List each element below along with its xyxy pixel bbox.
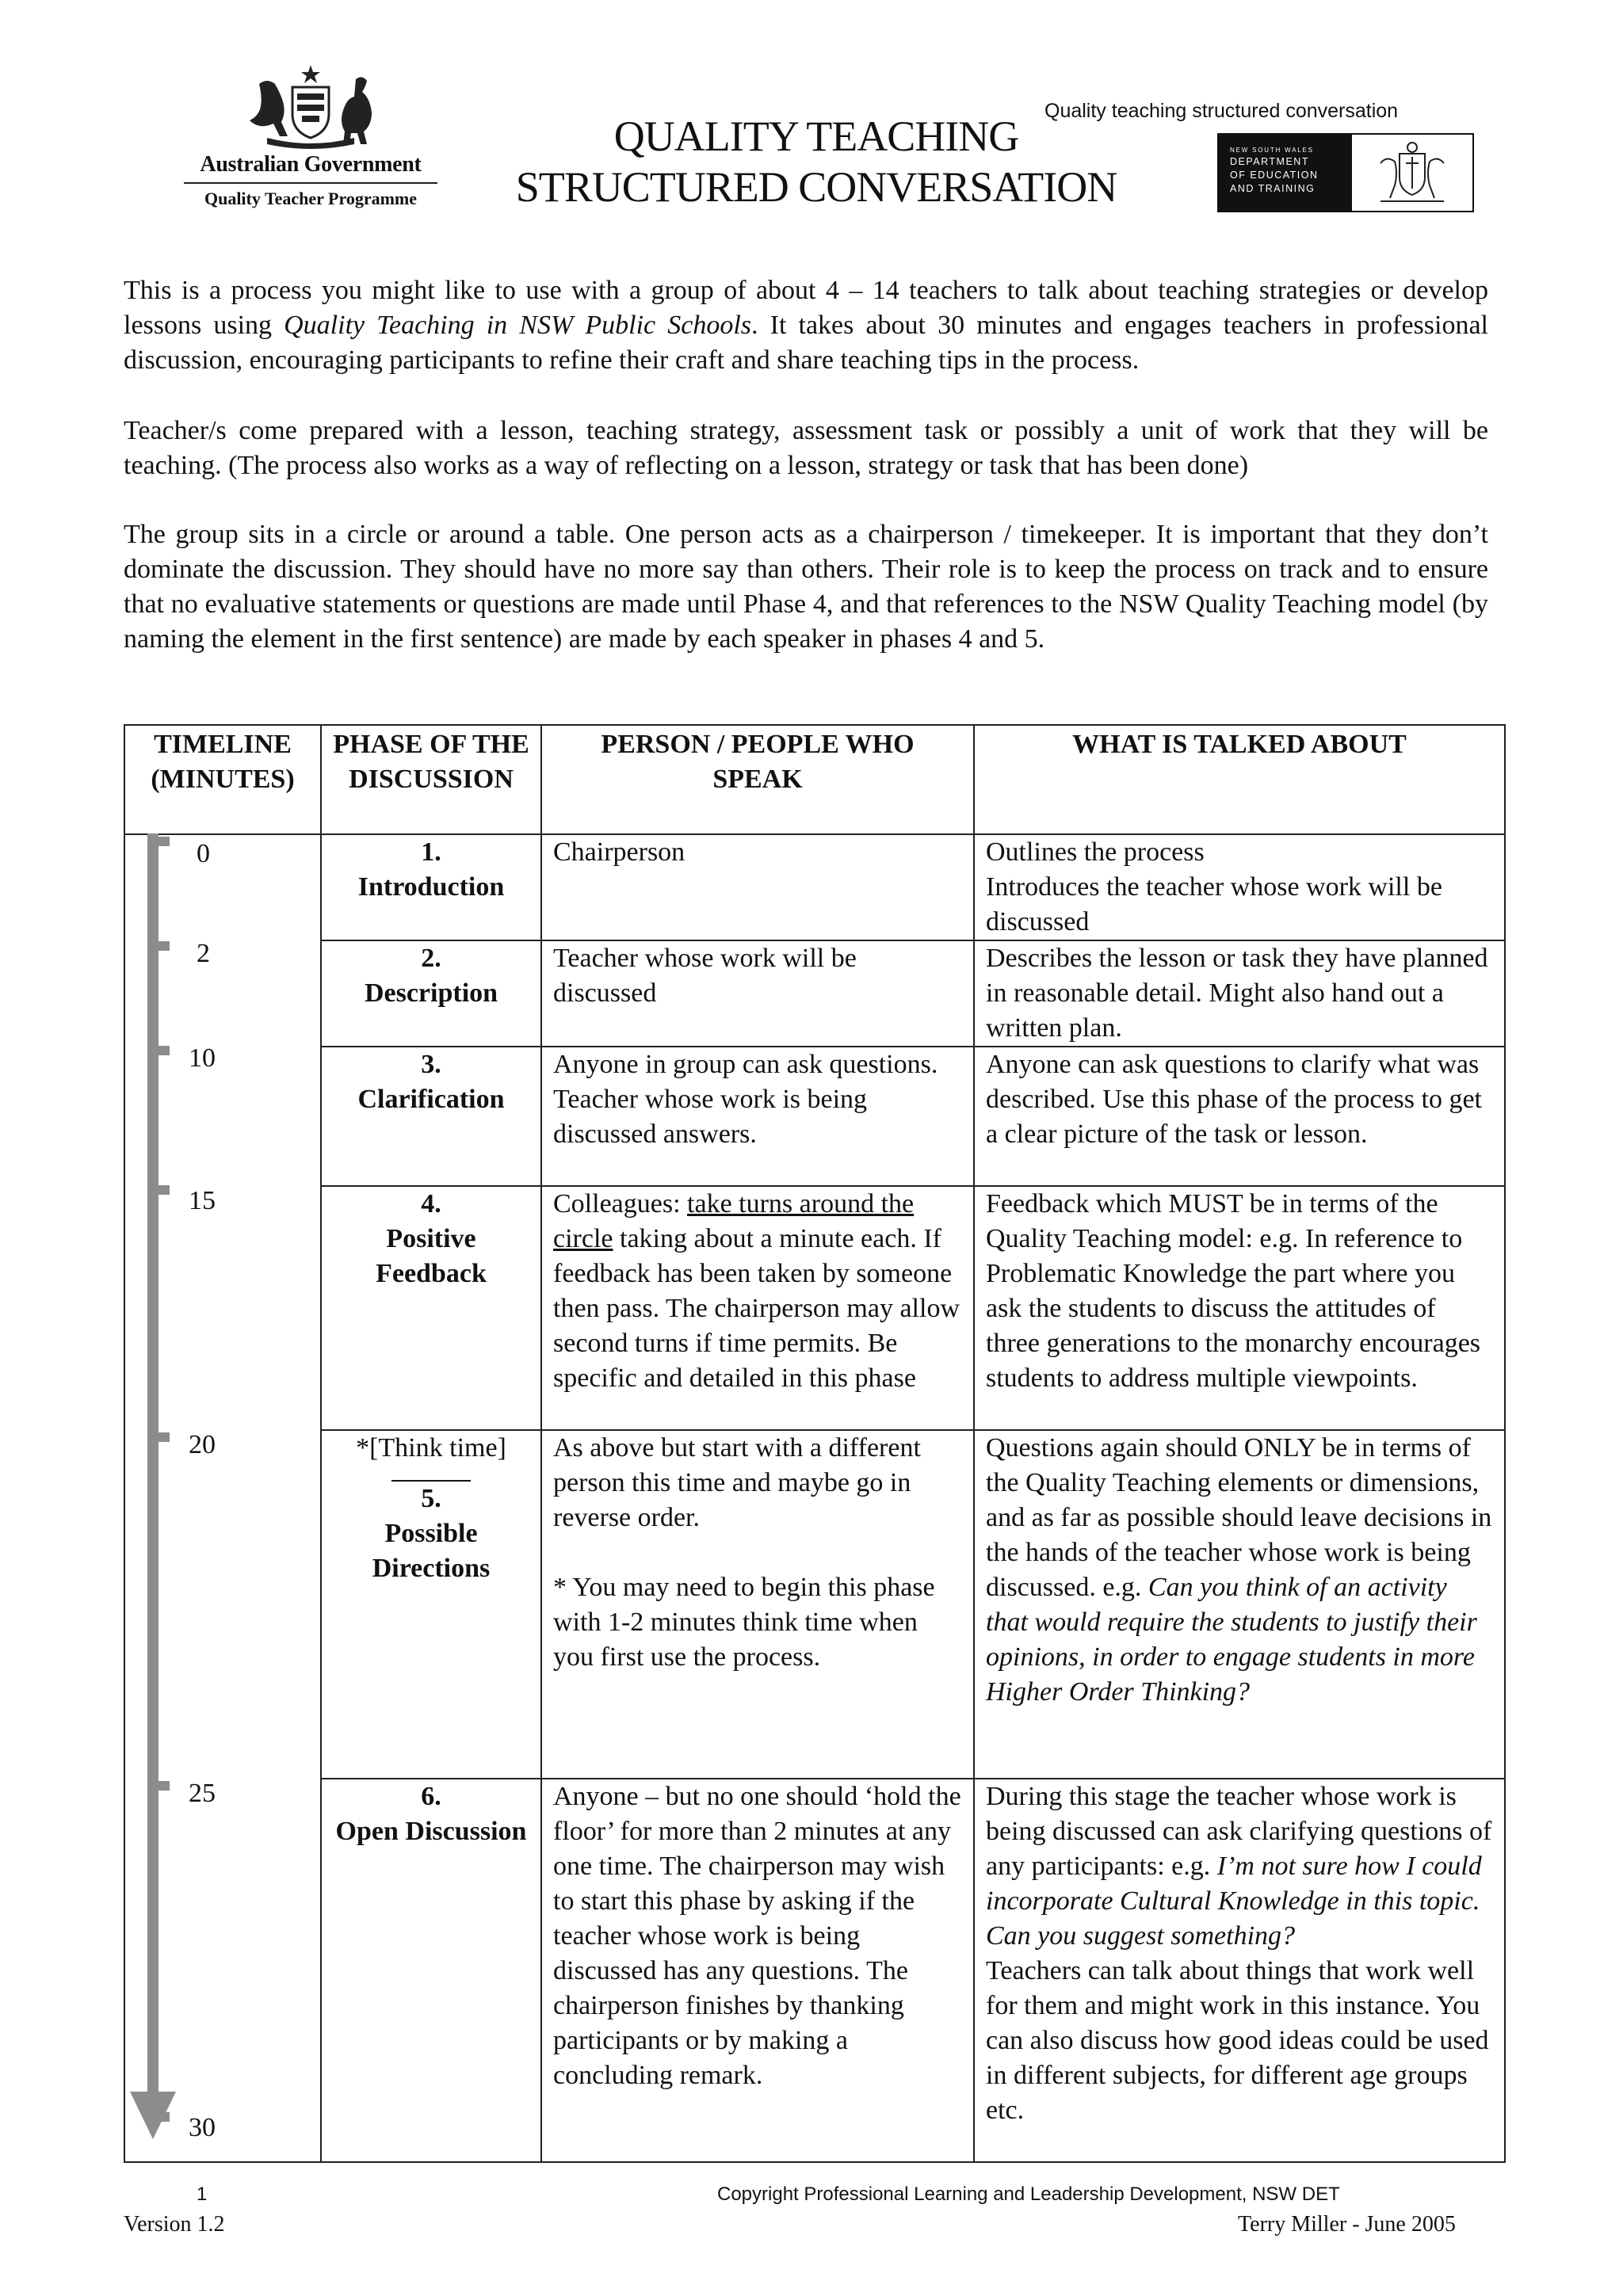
phase-cell (321, 940, 541, 1047)
phase-cell (321, 1779, 541, 2162)
talk-cell: Anyone can ask questions to clarify what was described. Use this phase of the process to get a clear picture of the task or lesson. (974, 1047, 1505, 1186)
speaker-cell: Teacher whose work will be discussed (541, 940, 974, 1047)
phase-name: Introduction (357, 872, 505, 902)
nsw-det-logo (1217, 133, 1474, 212)
header-phase: PHASE OF THE DISCUSSION (321, 725, 541, 834)
header-speaker: PERSON / PEOPLE WHO SPEAK (541, 725, 974, 834)
talk-cell: Feedback which MUST be in terms of the Quality Teaching model: e.g. In reference to Problematic Knowledge the part where you ask the students to discuss the attitudes of three generations to the monarchy encourages students to address multiple viewpoints. (974, 1186, 1505, 1430)
intro-p1-start: This is a process you might like to use with a group of about 4 – 14 teachers to talk about teaching strategies or develop lessons using (124, 276, 1488, 340)
australian-government-logo (176, 62, 445, 228)
timeline-cell (124, 1779, 321, 2162)
table-row (124, 940, 1505, 1047)
phase-cell (321, 834, 541, 940)
page-title (491, 111, 1141, 212)
talk-start: Questions again should ONLY be in terms of the Quality Teaching elements or dimensions, and as far as possible should leave decisions in the hands of the teacher whose work is being discussed. e.g. (986, 1433, 1492, 1602)
speaker-text-1: As above but start with a different person this time and maybe go in reverse order. (553, 1433, 921, 1532)
intro-p1-end: . It takes about 30 minutes and engages teachers in professional discussion, encouraging participants to refine their craft and share teaching tips in the process. (124, 311, 1488, 375)
logo-divider (184, 182, 437, 184)
timeline-mark: 2 (197, 939, 210, 968)
timeline-mark: 25 (189, 1779, 216, 1808)
intro-p1-italic: Quality Teaching in NSW Public Schools (284, 311, 752, 340)
det-line-3: OF EDUCATION (1230, 170, 1319, 181)
speaker-cell: Chairperson (541, 834, 974, 940)
phase-number: 5. (421, 1484, 441, 1513)
nsw-crest (1352, 135, 1472, 211)
phase-name: Clarification (357, 1085, 505, 1114)
phase-number: 1. (421, 837, 441, 867)
talk-cell (974, 1430, 1505, 1779)
timeline-mark: 0 (197, 839, 210, 868)
footer-version: Version 1.2 (124, 2212, 225, 2237)
timeline-mark: 30 (189, 2113, 216, 2142)
timeline-mark: 20 (189, 1430, 216, 1459)
talk-cell (974, 1779, 1505, 2162)
talk-end: Teachers can talk about things that work well for them and might work in this instance. You can also discuss how good ideas could be used in different subjects, for different age groups etc. (986, 1956, 1489, 2125)
timeline-cell (124, 1186, 321, 1430)
timeline-cell (124, 1430, 321, 1779)
page-number: 1 (197, 2183, 208, 2205)
table-row (124, 1779, 1505, 2162)
det-logo-text (1219, 135, 1352, 211)
phase-name: Possible Directions (372, 1519, 491, 1583)
talk-start: During this stage the teacher whose work is being discussed can ask clarifying questions of any participants: e.g. (986, 1782, 1492, 1881)
timeline-cell (124, 940, 321, 1047)
footer-author: Terry Miller - June 2005 (1238, 2212, 1456, 2237)
intro-paragraph-3: The group sits in a circle or around a table. One person acts as a chairperson / timekeeper. It is important that they don’t dominate the discussion. They should have no more say than others. Their role is to keep the process on track and to ensure that no evaluative statements or questions are made until Phase 4, and that references to the NSW Quality Teaching model (by naming the element in the first sentence) are made by each speaker in phases 4 and 5. (124, 520, 1488, 654)
timeline-cell (124, 1047, 321, 1186)
nsw-crest-icon (1365, 139, 1460, 206)
phase-name: Description (364, 978, 498, 1008)
phase-number: 2. (421, 944, 441, 973)
phase-cell (321, 1430, 541, 1779)
table-row (124, 1047, 1505, 1186)
think-time-label: *[Think time] (356, 1433, 506, 1463)
speaker-cell (541, 1430, 974, 1779)
table-header-row (124, 725, 1505, 834)
table-row (124, 834, 1505, 940)
intro-paragraph-2: Teacher/s come prepared with a lesson, teaching strategy, assessment task or possibly a unit of work that they will be teaching. (The process also works as a way of reflecting on a lesson, strategy or task that has been done) (124, 416, 1488, 480)
phase-cell (321, 1186, 541, 1430)
phase-name: Positive Feedback (376, 1224, 487, 1288)
header-tag: Quality teaching structured conversation (1044, 100, 1399, 122)
header-timeline: TIMELINE (MINUTES) (124, 725, 321, 834)
talk-italic: Can you think of an activity that would require the students to justify their opinions, in order to engage students in more Higher Order Thinking? (986, 1573, 1477, 1707)
speaker-text-2: * You may need to begin this phase with 1-2 minutes think time when you first use the process. (553, 1573, 935, 1672)
phase-number: 4. (421, 1189, 441, 1219)
talk-italic: I’m not sure how I could incorporate Cultural Knowledge in this topic. Can you suggest something? (986, 1852, 1482, 1951)
phase-number: 3. (421, 1050, 441, 1079)
timeline-cell (124, 834, 321, 940)
header-talk: WHAT IS TALKED ABOUT (974, 725, 1505, 834)
speaker-cell (541, 1186, 974, 1430)
timeline-mark: 15 (189, 1186, 216, 1215)
table-row (124, 1186, 1505, 1430)
talk-cell: Describes the lesson or task they have planned in reasonable detail. Might also hand out a written plan. (974, 940, 1505, 1047)
speaker-end: taking about a minute each. If feedback has been taken by someone then pass. The chairperson may allow second turns if time permits. Be specific and detailed in this phase (553, 1224, 960, 1393)
coat-of-arms-icon (220, 62, 402, 149)
title-line-1: QUALITY TEACHING (613, 113, 1019, 160)
speaker-cell: Anyone in group can ask questions. Teacher whose work is being discussed answers. (541, 1047, 974, 1186)
det-line-4: AND TRAINING (1230, 183, 1316, 194)
speaker-cell: Anyone – but no one should ‘hold the floor’ for more than 2 minutes at any one time. The chairperson may wish to start this phase by asking if the teacher whose work is being discussed has any questions. The chairperson finishes by thanking participants or by making a concluding remark. (541, 1779, 974, 2162)
det-line-2: DEPARTMENT (1230, 156, 1309, 167)
programme-name: Quality Teacher Programme (204, 189, 418, 208)
phase-name: Open Discussion (335, 1817, 527, 1846)
intro-paragraph-1 (124, 273, 1488, 378)
talk-cell: Outlines the process Introduces the teacher whose work will be discussed (974, 834, 1505, 940)
det-line-1: NEW SOUTH WALES (1230, 147, 1314, 154)
conversation-table (124, 724, 1506, 2163)
table-row (124, 1430, 1505, 1779)
speaker-underlined: take turns around the circle (553, 1189, 915, 1253)
timeline-mark: 10 (189, 1043, 216, 1073)
phase-cell (321, 1047, 541, 1186)
footer-copyright: Copyright Professional Learning and Leadership Development, NSW DET (717, 2183, 1340, 2205)
speaker-start: Colleagues: (553, 1189, 688, 1219)
title-line-2: STRUCTURED CONVERSATION (515, 163, 1117, 211)
phase-number: 6. (421, 1782, 441, 1811)
government-name: Australian Government (200, 152, 422, 177)
